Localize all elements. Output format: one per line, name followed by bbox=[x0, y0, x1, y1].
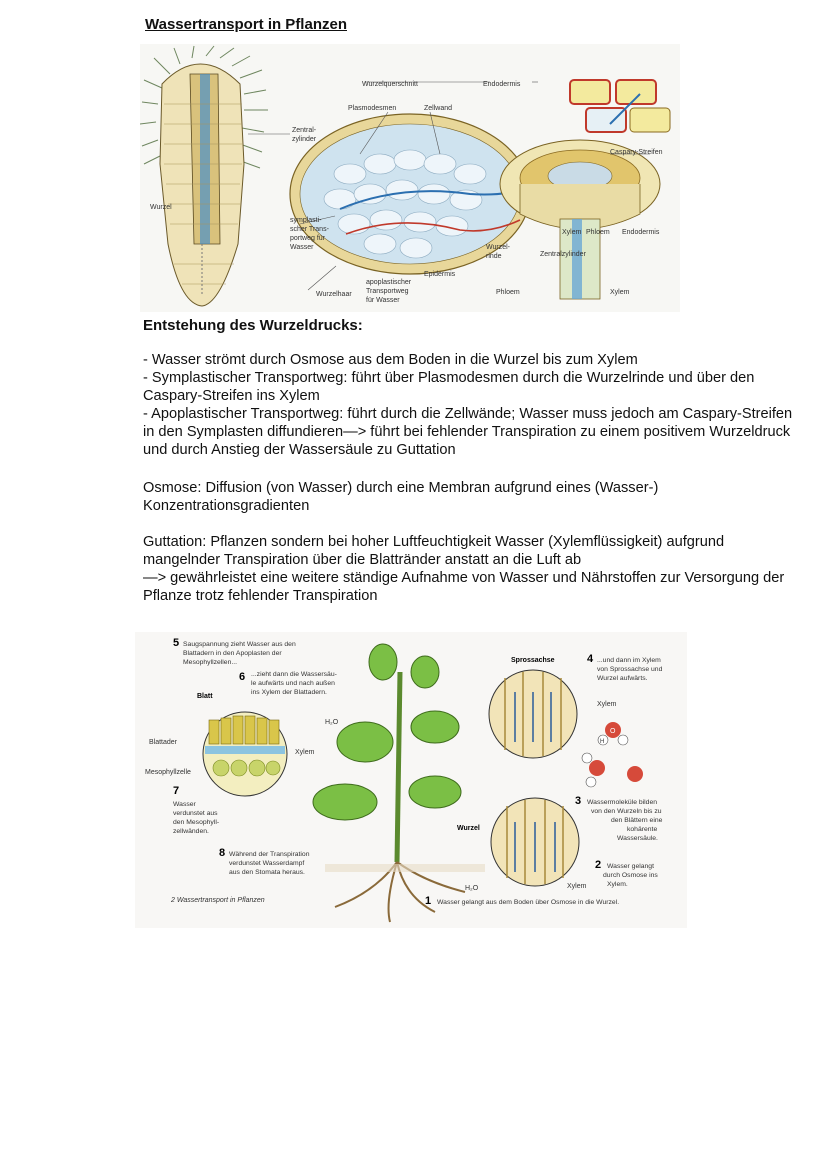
step1-text: Wasser gelangt aus dem Boden über Osmose in die Wurzel. bbox=[437, 899, 620, 906]
label-symp-3: portweg für bbox=[290, 235, 326, 242]
step3-line2: von den Wurzeln bis zu bbox=[591, 808, 662, 815]
label-endodermis-right: Endodermis bbox=[622, 229, 660, 236]
step3-line1: Wassermoleküle bilden bbox=[587, 799, 658, 806]
step2-line1: Wasser gelangt bbox=[607, 863, 654, 870]
step2-line2: durch Osmose ins bbox=[603, 872, 658, 879]
step1-number: 1 bbox=[425, 895, 432, 907]
label-plasmodesmen: Plasmodesmen bbox=[348, 105, 397, 112]
label-h2o-top: H₂O bbox=[325, 719, 339, 726]
page-title: Wassertransport in Pflanzen bbox=[145, 16, 347, 33]
label-wurzelrinde-1: Wurzel- bbox=[486, 244, 510, 251]
label-xylem-stem: Xylem bbox=[597, 701, 617, 708]
paragraph-guttation-consequence: —> gewährleistet eine weitere ständige Aufnahme von Wasser und Nährstoffen zur Versorgung der Pflanze trotz fehlender Transpiration bbox=[143, 570, 785, 604]
atom-h: H bbox=[600, 739, 605, 745]
step3-line3: den Blättern eine bbox=[611, 817, 663, 824]
step6-line3: ins Xylem der Blattadern. bbox=[251, 689, 327, 696]
label-sprossachse: Sprossachse bbox=[511, 657, 555, 664]
paragraph-osmose-boden: - Wasser strömt durch Osmose aus dem Boden in die Wurzel bis zum Xylem bbox=[143, 352, 638, 368]
label-xylem-bottom: Xylem bbox=[610, 289, 630, 296]
step8-line1: Während der Transpiration bbox=[229, 851, 310, 858]
step4-line1: ...und dann im Xylem bbox=[597, 657, 661, 664]
step7-line3: den Mesophyll- bbox=[173, 819, 220, 826]
step5-number: 5 bbox=[173, 637, 180, 649]
step4-line2: von Sprossachse und bbox=[597, 666, 663, 673]
paragraph-apoplastisch: - Apoplastischer Transportweg: führt durch die Zellwände; Wasser muss jedoch am Caspary-Streifen in den Symplasten diffundieren—> führt bei fehlender Transpiration zu einem positivem Wurzeldruck und durch Anstieg der Wassersäule zu Guttation bbox=[143, 406, 793, 458]
label-symp-4: Wasser bbox=[290, 244, 314, 251]
leaf-cross-section bbox=[203, 712, 287, 796]
step8-line3: aus den Stomata heraus. bbox=[229, 869, 305, 876]
label-blattader: Blattader bbox=[149, 739, 178, 746]
label-wurzelhaar: Wurzelhaar bbox=[316, 291, 352, 298]
step8-number: 8 bbox=[219, 847, 226, 859]
step8-line2: verdunstet Wasserdampf bbox=[229, 860, 305, 867]
label-epidermis: Epidermis bbox=[424, 271, 456, 278]
label-phloem: Phloem bbox=[586, 229, 610, 236]
label-xylem-root: Xylem bbox=[567, 883, 587, 890]
root-transport-figure bbox=[140, 44, 680, 312]
step2-number: 2 bbox=[595, 859, 602, 871]
step3-line4: kohärente bbox=[627, 826, 658, 833]
section-heading: Entstehung des Wurzeldrucks: bbox=[143, 317, 363, 334]
label-apo-1: apoplastischer bbox=[366, 279, 412, 286]
figure-caption: 2 Wassertransport in Pflanzen bbox=[171, 897, 265, 904]
step4-line3: Wurzel aufwärts. bbox=[597, 675, 648, 682]
step7-line1: Wasser bbox=[173, 801, 196, 808]
step5-line1: Saugspannung zieht Wasser aus den bbox=[183, 641, 296, 648]
step6-line2: le aufwärts und nach außen bbox=[251, 680, 335, 687]
label-zentralzylinder-full: Zentralzylinder bbox=[540, 251, 586, 258]
label-wurzelrinde-2: rinde bbox=[486, 253, 502, 260]
paragraph-symplastisch: - Symplastischer Transportweg: führt über Plasmodesmen durch die Wurzelrinde und über den Caspary-Streifen ins Xylem bbox=[143, 370, 755, 404]
label-phloem-bottom: Phloem bbox=[496, 289, 520, 296]
step6-line1: ...zieht dann die Wassersäu- bbox=[251, 671, 337, 678]
label-zentralzylinder-1: Zentral- bbox=[292, 127, 317, 134]
label-xylem-leaf: Xylem bbox=[295, 749, 315, 756]
stem-cross-section bbox=[489, 670, 577, 758]
label-caspary: Caspary-Streifen bbox=[610, 149, 663, 156]
step2-line3: Xylem. bbox=[607, 881, 628, 888]
label-wurzelquerschnitt: Wurzelquerschnitt bbox=[362, 81, 418, 88]
label-h2o-bottom: H₂O bbox=[465, 885, 479, 892]
label-mesophyllzelle: Mesophyllzelle bbox=[145, 769, 191, 776]
label-xylem: Xylem bbox=[562, 229, 582, 236]
label-wurzel: Wurzel bbox=[150, 204, 172, 211]
step5-line2: Blattadern in den Apoplasten der bbox=[183, 650, 282, 657]
plant-water-transport-figure bbox=[135, 632, 687, 928]
step3-line5: Wassersäule. bbox=[617, 835, 658, 842]
paragraph-guttation: Guttation: Pflanzen sondern bei hoher Luftfeuchtigkeit Wasser (Xylemflüssigkeit) aufgrund mangelnder Transpiration über die Blattränder anstatt an die Luft ab bbox=[143, 534, 725, 568]
step3-number: 3 bbox=[575, 795, 582, 807]
step7-number: 7 bbox=[173, 785, 180, 797]
label-symp-2: scher Trans- bbox=[290, 226, 329, 233]
step7-line4: zellwänden. bbox=[173, 828, 209, 835]
root-cross-section bbox=[491, 798, 579, 886]
step5-line3: Mesophyllzellen... bbox=[183, 659, 238, 666]
step7-line2: verdunstet aus bbox=[173, 810, 218, 817]
atom-o: O bbox=[610, 728, 616, 735]
label-apo-3: für Wasser bbox=[366, 297, 400, 304]
label-endodermis-top: Endodermis bbox=[483, 81, 521, 88]
step4-number: 4 bbox=[587, 653, 594, 665]
label-blatt: Blatt bbox=[197, 693, 213, 700]
step6-number: 6 bbox=[239, 671, 246, 683]
label-zentralzylinder-2: zylinder bbox=[292, 136, 317, 143]
paragraph-osmose-definition: Osmose: Diffusion (von Wasser) durch eine Membran aufgrund eines (Wasser-) Konzentrationsgradienten bbox=[143, 480, 659, 514]
label-apo-2: Transportweg bbox=[366, 288, 409, 295]
label-symp-1: symplasti- bbox=[290, 217, 322, 224]
label-wurzel: Wurzel bbox=[457, 825, 480, 832]
label-zellwand: Zellwand bbox=[424, 105, 453, 112]
